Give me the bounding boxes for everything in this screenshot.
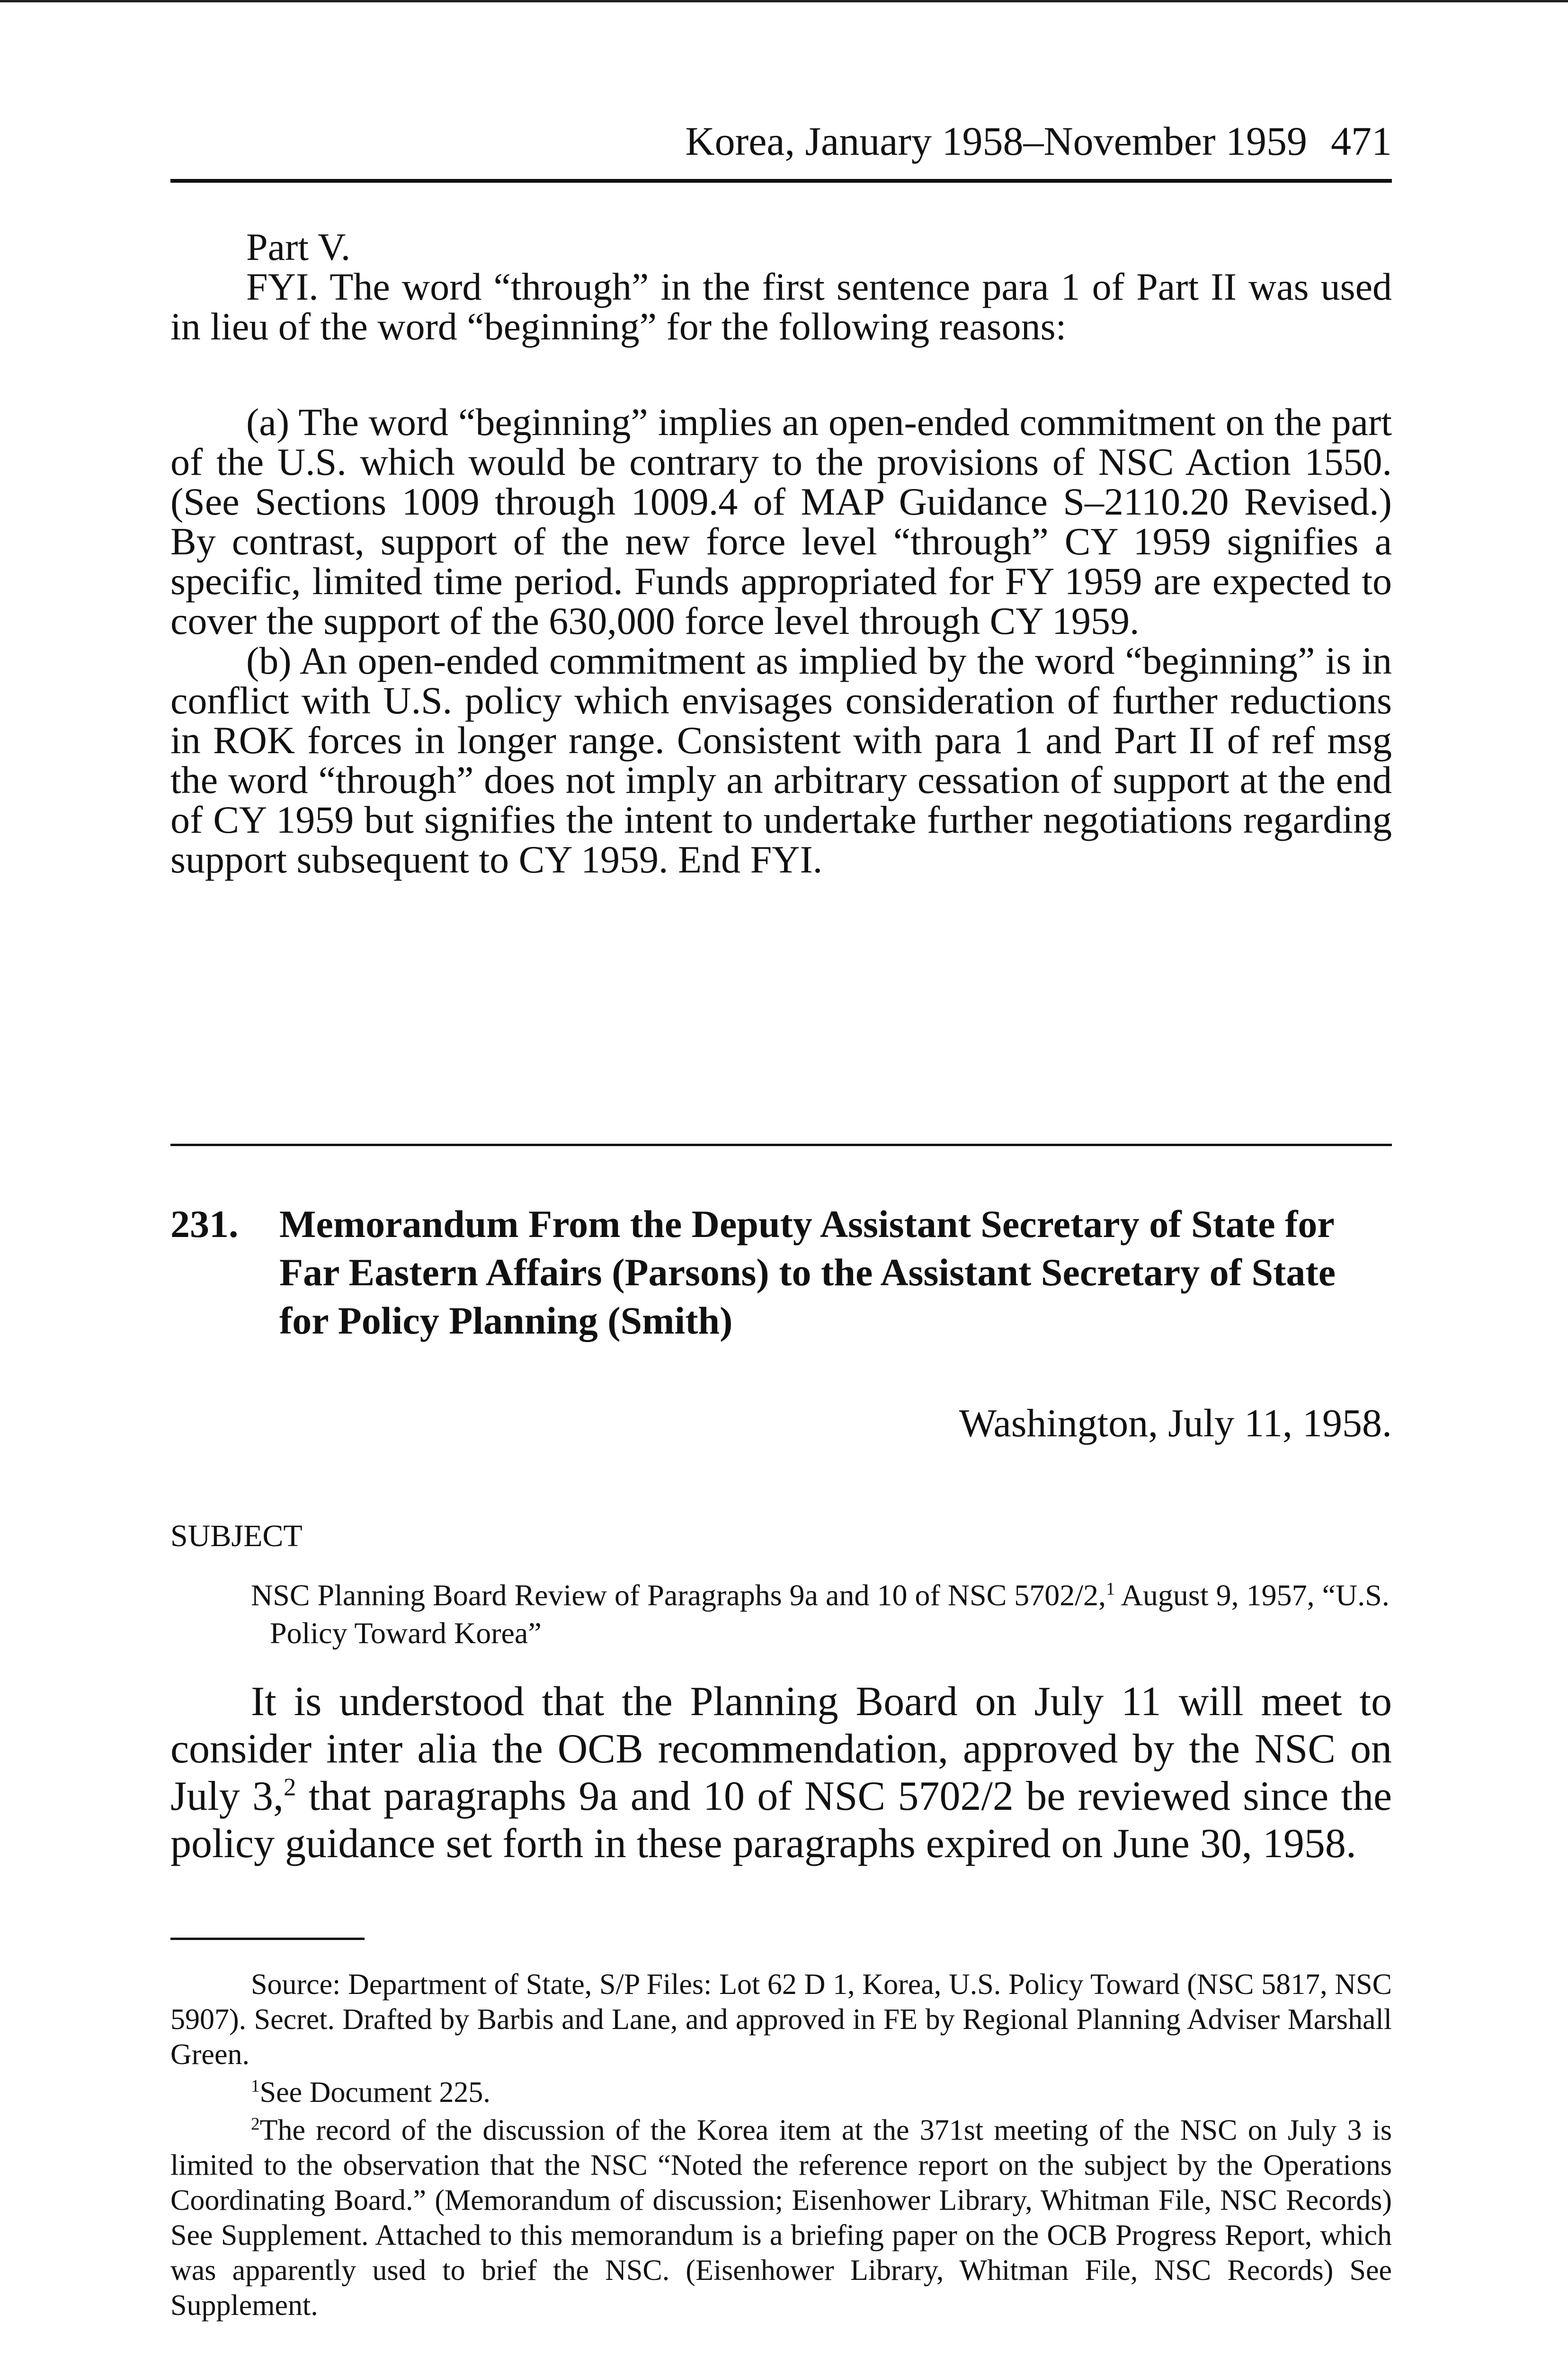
reason-b-paragraph: (b) An open-ended commitment as implied by the word “beginning” is in conflict with U.S. policy which envisages consideration of further reductions in ROK forces in longer range. Consistent with para 1 and Part II of ref msg the word “through” does not imply an arbitrary cessation of support at the end of CY 1959 but signifies the intent to undertake further negotiations regarding support subsequent to CY 1959. End FYI. [170, 639, 1392, 881]
footnotes [170, 1967, 1392, 2326]
subject-text-part1: NSC Planning Board Review of Paragraphs 9a and 10 of NSC 5702/2, [251, 1578, 1106, 1612]
memo-body-paragraph [170, 1678, 1392, 1868]
header-rule [170, 179, 1392, 183]
source-note: Source: Department of State, S/P Files: Lot 62 D 1, Korea, U.S. Policy Toward (NSC 5817, NSC 5907). Secret. Drafted by Barbis and Lane, and approved in FE by Regional Planning Adviser Marshall Green. [170, 1968, 1392, 2071]
reasons-list [170, 402, 1392, 880]
memo-body-part1: It is understood that the Planning Board on July 11 will meet to consider inter alia the OCB recommendation, approved by the NSC on July 3, [170, 1679, 1392, 1819]
page-top-border [0, 0, 1568, 2]
footnote-2-text: The record of the discussion of the Korea item at the 371st meeting of the NSC on July 3 is limited to the observation that the NSC “Noted the reference report on the subject by the Operations Coordinating Board.” (Memorandum of discussion; Eisenhower Library, Whitman File, NSC Records) See Supplement. Attached to this memorandum is a briefing paper on the OCB Progress Report, which was apparently used to brief the NSC. (Eisenhower Library, Whitman File, NSC Records) See Supplement. [170, 2114, 1392, 2322]
page-number: 471 [1331, 118, 1392, 164]
fyi-paragraph: FYI. The word “through” in the first sentence para 1 of Part II was used in lieu of the word “beginning” for the following reasons: [170, 265, 1392, 348]
subject-text-part2: August 9, 1957, “U.S. Policy Toward Korea” [270, 1578, 1390, 1650]
document-title: Memorandum From the Deputy Assistant Secretary of State for Far Eastern Affairs (Parsons) to the Assistant Secretary of State for Policy Planning (Smith) [279, 1202, 1336, 1342]
subject-text [251, 1576, 1411, 1652]
document-heading [170, 1200, 1392, 1345]
footnote-ref-1: 1 [1106, 1579, 1115, 1599]
running-head [170, 118, 1392, 164]
footnote-ref-2: 2 [284, 1773, 296, 1801]
footnote-1-mark: 1 [251, 2076, 260, 2096]
part-label: Part V. [246, 225, 351, 268]
running-head-title: Korea, January 1958–November 1959 [685, 118, 1307, 164]
dateline: Washington, July 11, 1958. [959, 1401, 1392, 1445]
document-number: 231. [170, 1202, 239, 1246]
footnote-1-text: See Document 225. [259, 2076, 490, 2109]
subject-label: SUBJECT [170, 1519, 303, 1553]
footnote-2-mark: 2 [251, 2114, 260, 2134]
continued-text [170, 227, 1392, 347]
memo-body-part2: that paragraphs 9a and 10 of NSC 5702/2 be reviewed since the policy guidance set forth in these paragraphs expired on June 30, 1958. [170, 1773, 1392, 1867]
footnote-2 [170, 2113, 1392, 2323]
footnote-1 [170, 2075, 1392, 2110]
section-divider [170, 1144, 1392, 1146]
footnote-rule [170, 1938, 365, 1940]
reason-a-paragraph: (a) The word “beginning” implies an open-ended commitment on the part of the U.S. which would be contrary to the provisions of NSC Action 1550. (See Sections 1009 through 1009.4 of MAP Guidance S–2110.20 Revised.) By contrast, support of the new force level “through” CY 1959 signifies a specific, limited time period. Funds appropriated for FY 1959 are expected to cover the support of the 630,000 force level through CY 1959. [170, 400, 1392, 642]
